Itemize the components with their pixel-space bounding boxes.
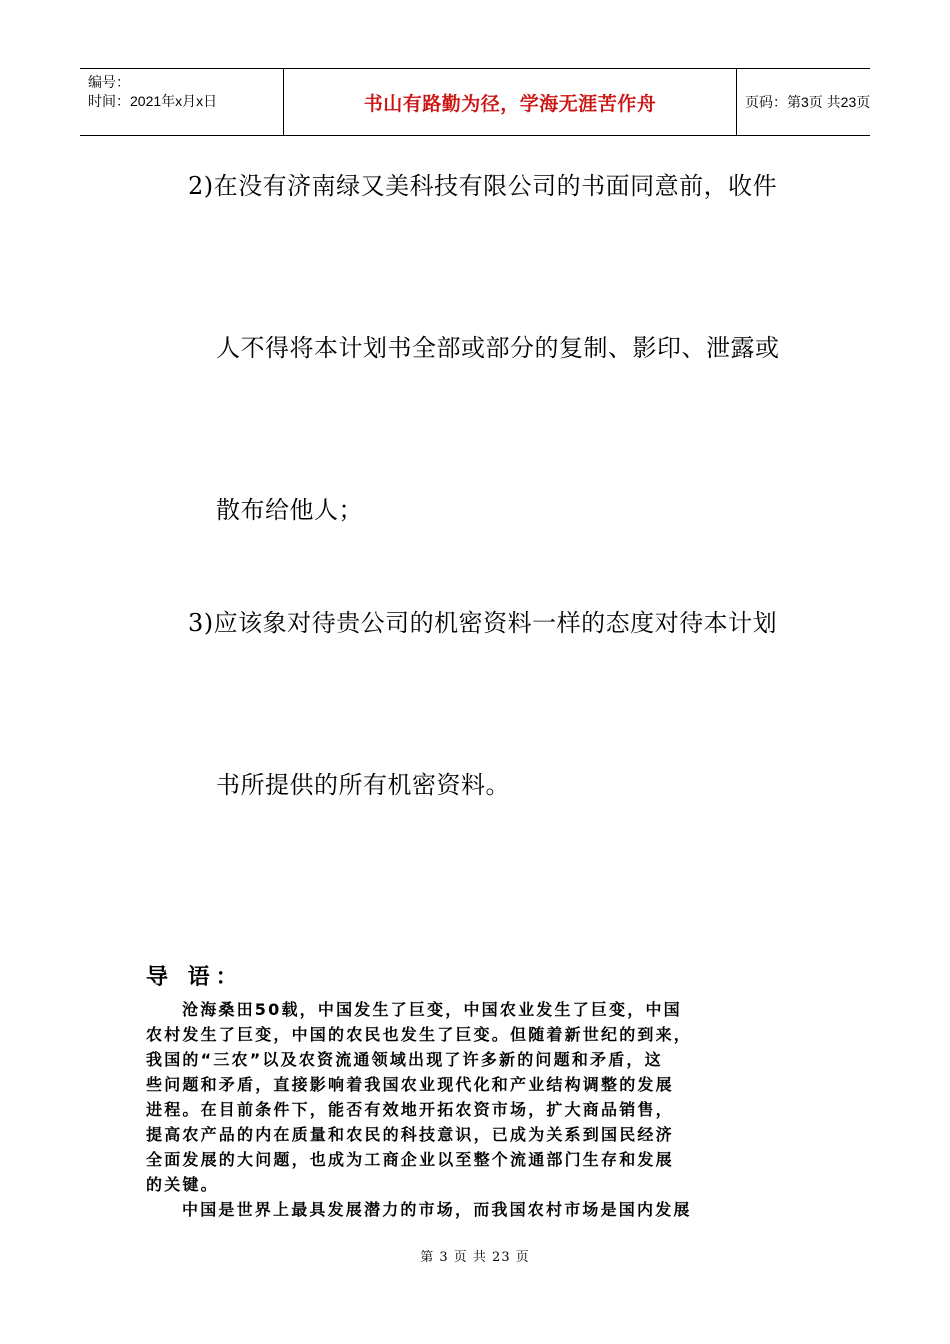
document-header: [80, 68, 870, 136]
body-line: 2)在没有济南绿又美科技有限公司的书面同意前，收件: [188, 172, 778, 200]
body-line: 3)应该象对待贵公司的机密资料一样的态度对待本计划: [188, 609, 778, 637]
header-meta: [80, 69, 283, 135]
document-date-label: 时间：2021年x月x日: [88, 93, 218, 109]
document-number-label: 编号：: [88, 74, 130, 90]
header-motto-cell: [283, 69, 737, 135]
intro-line: 中国是世界上最具发展潜力的市场，而我国农村市场是国内发展: [182, 1200, 692, 1219]
intro-line: 农村发生了巨变，中国的农民也发生了巨变。但随着新世纪的到来，: [146, 1025, 693, 1044]
intro-line: 进程。在目前条件下，能否有效地开拓农资市场，扩大商品销售，: [146, 1100, 674, 1119]
intro-line: 全面发展的大问题，也成为工商企业以至整个流通部门生存和发展: [146, 1150, 674, 1169]
header-page-code: 页码：第3页 共23页: [745, 94, 871, 110]
intro-line: 提高农产品的内在质量和农民的科技意识，已成为关系到国民经济: [146, 1125, 674, 1144]
intro-line: 些问题和矛盾，直接影响着我国农业现代化和产业结构调整的发展: [146, 1075, 674, 1094]
header-motto: 书山有路勤为径，学海无涯苦作舟: [363, 92, 657, 115]
intro-title: 导 语：: [146, 965, 244, 990]
body-line: 书所提供的所有机密资料。: [216, 771, 510, 799]
page-footer: 第 3 页 共 23 页: [420, 1250, 530, 1265]
body-line: 人不得将本计划书全部或部分的复制、影印、泄露或: [216, 334, 780, 362]
intro-line: 我国的“三农”以及农资流通领域出现了许多新的问题和矛盾，这: [146, 1050, 663, 1069]
intro-line: 沧海桑田50载，中国发生了巨变，中国农业发生了巨变，中国: [182, 1000, 682, 1019]
header-page-cell: [737, 69, 870, 135]
body-line: 散布给他人；: [216, 496, 363, 524]
intro-line: 的关键。: [146, 1175, 219, 1194]
